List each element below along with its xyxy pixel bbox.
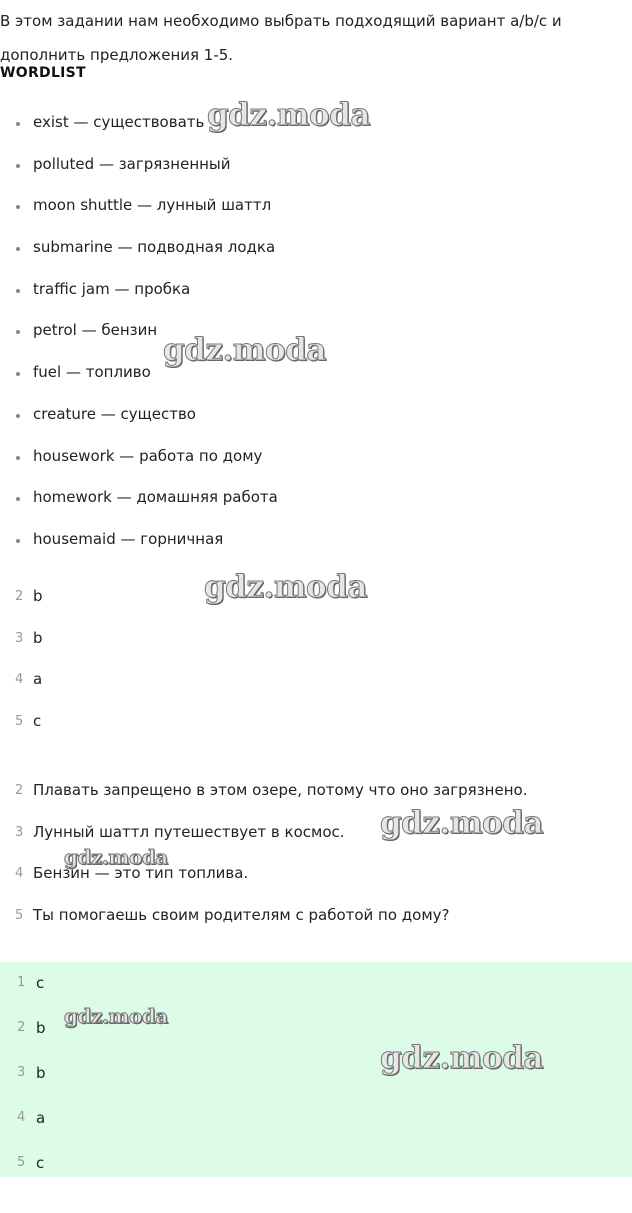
answer-box-text: c — [36, 974, 45, 992]
bullet-icon — [16, 330, 20, 334]
wordlist-item-text: polluted — загрязненный — [33, 154, 231, 173]
wordlist-item-text: homework — домашняя работа — [33, 488, 278, 507]
watermark-logo: gdz.moda — [380, 1040, 543, 1076]
bullet-icon — [16, 497, 20, 501]
answer-box-number: 4 — [17, 1109, 26, 1125]
watermark-logo: gdz.moda — [207, 97, 370, 133]
bullet-icon — [16, 247, 20, 251]
answer-text: c — [33, 712, 42, 731]
sentence-text: Ты помогаешь своим родителям с работой по дому? — [33, 906, 450, 925]
answer-number: 4 — [15, 672, 24, 688]
bullet-icon — [16, 539, 20, 543]
bullet-icon — [16, 414, 20, 418]
wordlist-heading: WORDLIST — [0, 65, 86, 81]
answer-box-number: 2 — [17, 1019, 26, 1035]
task-description-line-2: дополнить предложения 1-5. — [0, 46, 234, 64]
wordlist-item-text: fuel — топливо — [33, 363, 151, 382]
watermark-logo: gdz.moda — [163, 332, 326, 368]
sentence-item — [0, 895, 620, 937]
wordlist-item — [0, 270, 620, 312]
wordlist-item-text: moon shuttle — лунный шаттл — [33, 196, 272, 215]
answer-box-text: b — [36, 1018, 46, 1037]
bullet-icon — [16, 164, 20, 168]
sentence-number: 5 — [15, 908, 24, 924]
bullet-icon — [16, 122, 20, 126]
wordlist-item — [0, 145, 620, 187]
answer-box-text: a — [36, 1108, 46, 1127]
wordlist-item — [0, 395, 620, 437]
answer-box-item — [0, 1142, 620, 1187]
wordlist-item — [0, 186, 620, 228]
bullet-icon — [16, 205, 20, 209]
answer-box-item — [0, 962, 620, 1007]
wordlist-item-text: exist — существовать — [33, 113, 205, 131]
answer-item — [0, 659, 620, 701]
wordlist-item-text: petrol — бензин — [33, 321, 158, 340]
wordlist-item — [0, 437, 620, 479]
answer-item — [0, 618, 620, 660]
bullet-icon — [16, 456, 20, 460]
task-description — [0, 4, 625, 72]
sentence-text: Лунный шаттл путешествует в космос. — [33, 822, 345, 841]
answer-item — [0, 701, 620, 743]
sentence-number: 3 — [15, 824, 24, 840]
wordlist-item-text: submarine — подводная лодка — [33, 238, 276, 257]
answer-number: 5 — [15, 714, 24, 730]
watermark-logo: gdz.moda — [64, 1004, 168, 1028]
wordlist-item-text: traffic jam — пробка — [33, 279, 191, 298]
bullet-icon — [16, 289, 20, 293]
wordlist-item — [0, 520, 620, 562]
watermark-logo: gdz.moda — [380, 805, 543, 841]
wordlist-item-text: creature — существо — [33, 404, 196, 423]
task-description-line-1: В этом задании нам необходимо выбрать подходящий вариант a/b/c и — [0, 12, 562, 30]
sentence-text: Плавать запрещено в этом озере, потому что оно загрязнено. — [33, 781, 528, 799]
answer-number: 3 — [15, 630, 24, 646]
answer-box-text: b — [36, 1063, 46, 1082]
answer-text: b — [33, 628, 43, 647]
answer-number: 2 — [15, 589, 24, 604]
wordlist-item — [0, 478, 620, 520]
wordlist-item — [0, 228, 620, 270]
answer-box-number: 1 — [17, 975, 26, 990]
answer-text: a — [33, 670, 43, 689]
wordlist-item-text: housemaid — горничная — [33, 529, 224, 548]
watermark-logo: gdz.moda — [64, 845, 168, 869]
sentence-number: 4 — [15, 866, 24, 882]
bullet-icon — [16, 372, 20, 376]
sentence-number: 2 — [15, 783, 24, 798]
watermark-logo: gdz.moda — [204, 569, 367, 605]
sentence-text: Бензин — это тип топлива. — [33, 864, 249, 883]
answer-box-number: 5 — [17, 1154, 26, 1170]
answer-box-number: 3 — [17, 1064, 26, 1080]
wordlist-item-text: housework — работа по дому — [33, 446, 263, 465]
answer-box-item — [0, 1097, 620, 1142]
answer-text: b — [33, 587, 43, 605]
answer-box-text: c — [36, 1153, 45, 1172]
